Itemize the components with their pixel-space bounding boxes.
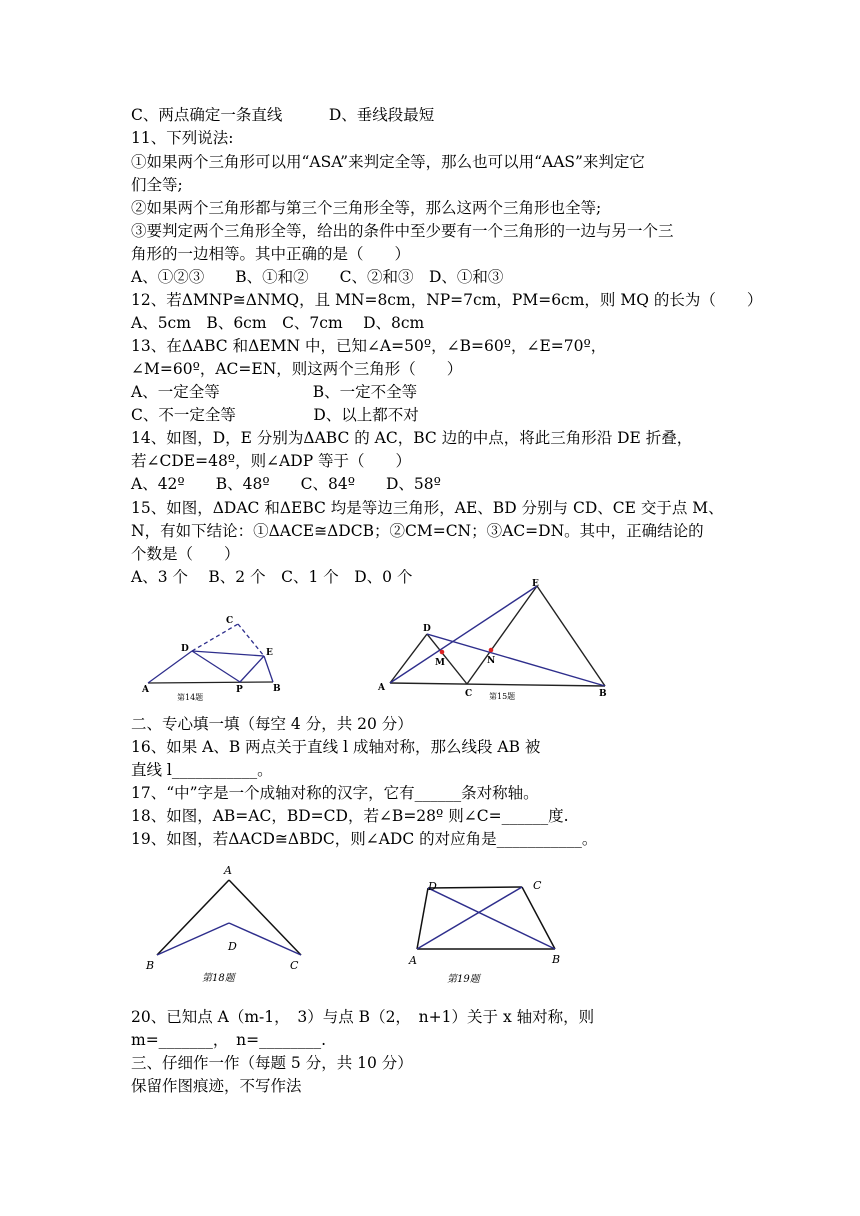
fig15-label-a: A (378, 683, 385, 693)
fig14-side-eb (264, 656, 273, 682)
fig14-label-d: D (181, 644, 189, 654)
fig18-label-b: B (146, 959, 155, 972)
q13-stem-cont: ∠M=60º，AC=EN，则这两个三角形（ ） (131, 360, 463, 378)
q11-statement-1: ①如果两个三角形可以用“ASA”来判定全等，那么也可以用“AAS”来判定它 (131, 153, 645, 171)
fig14-label-p: P (236, 685, 243, 695)
q11-statement-1-cont: 们全等; (131, 176, 183, 194)
fig15-side-dc (427, 634, 467, 684)
q20-stem-cont: m=_______， n=________. (131, 1031, 327, 1049)
fig14-label-c: C (226, 616, 234, 626)
figure-14-diagram (140, 610, 290, 705)
q11-stem: 11、下列说法: (131, 129, 234, 147)
fig18-label-d: D (228, 940, 237, 953)
section-3-heading: 三、仔细作一作（每题 5 分，共 10 分） (131, 1054, 413, 1072)
fig18-side-ab (157, 880, 229, 955)
fig15-label-b: B (599, 689, 607, 699)
q18-stem: 18、如图，AB=AC，BD=CD，若∠B=28º 则∠C=______度. (131, 807, 569, 825)
fig15-label-n: N (487, 656, 496, 666)
q12-stem: 12、若ΔMNP≅ΔNMQ，且 MN=8cm，NP=7cm，PM=6cm，则 MQ 的长为（ ） (131, 291, 763, 309)
fig15-base-ab (390, 683, 605, 686)
q16-stem-cont: 直线 l___________。 (131, 761, 273, 779)
q11-options: A、①②③ B、①和② C、②和③ D、①和③ (131, 268, 504, 286)
figure-18 (140, 860, 315, 985)
q20-stem: 20、已知点 A（m-1， 3）与点 B（2， n+1）关于 x 轴对称，则 (131, 1008, 595, 1026)
fig14-label-b: B (273, 684, 281, 694)
fig19-diagonal-db (428, 888, 555, 949)
fig19-caption: 第19题 (447, 974, 480, 985)
fig18-side-ac (229, 880, 301, 955)
fig15-segment-db (427, 634, 605, 686)
q14-stem-cont: 若∠CDE=48º，则∠ADP 等于（ ） (131, 452, 412, 470)
fig14-dashed-dc (192, 624, 238, 651)
q12-options: A、5cm B、6cm C、7cm D、8cm (131, 314, 425, 332)
fig15-side-ad (390, 634, 427, 683)
q13-stem: 13、在ΔABC 和ΔEMN 中，已知∠A=50º，∠B=60º，∠E=70º， (131, 337, 607, 355)
fig14-segment-dp (192, 651, 240, 682)
fig14-segment-pe (240, 656, 264, 682)
fig15-point-n (489, 648, 494, 653)
fig15-label-d: D (423, 624, 431, 634)
figure-18-diagram (140, 860, 315, 985)
figure-15 (372, 578, 622, 703)
fig15-label-c: C (465, 689, 473, 699)
fig19-label-c: C (533, 879, 542, 892)
fig15-label-m: M (435, 658, 445, 668)
q15-stem-cont2: 个数是（ ） (131, 545, 240, 563)
fig15-side-ce (467, 586, 537, 684)
fig19-diagonal-ac (417, 887, 522, 949)
fig18-label-c: C (290, 959, 299, 972)
q14-options: A、42º B、48º C、84º D、58º (131, 475, 441, 493)
fig14-side-ad (148, 651, 192, 683)
q16-stem: 16、如果 A、B 两点关于直线 l 成轴对称，那么线段 AB 被 (131, 738, 541, 756)
fig15-segment-ae (390, 586, 537, 683)
fig18-segment-bd (157, 923, 229, 955)
fig15-caption: 第15题 (489, 692, 516, 701)
figure-19-diagram (400, 872, 575, 987)
q14-stem: 14、如图，D，E 分别为ΔABC 的 AC，BC 边的中点，将此三角形沿 DE 折叠， (131, 429, 693, 447)
section-3-instruction: 保留作图痕迹，不写作法 (131, 1077, 302, 1095)
fig14-fold-de (192, 651, 264, 656)
q17-stem: 17、“中”字是一个成轴对称的汉字，它有______条对称轴。 (131, 784, 539, 802)
fig19-side-cb (522, 887, 555, 949)
fig15-point-m (440, 650, 445, 655)
fig19-side-ad (417, 888, 428, 949)
fig19-label-b: B (552, 953, 561, 966)
fig15-side-eb (537, 586, 605, 686)
fig14-label-e: E (266, 648, 273, 658)
q11-statement-3: ③要判定两个三角形全等，给出的条件中至少要有一个三角形的一边与另一个三 (131, 222, 674, 240)
q15-stem: 15、如图，ΔDAC 和ΔEBC 均是等边三角形，AE、BD 分别与 CD、CE 交于点 M、 (131, 499, 724, 517)
fig14-caption: 第14题 (177, 693, 204, 702)
fig18-segment-dc (229, 923, 301, 955)
section-2-heading: 二、专心填一填（每空 4 分，共 20 分） (131, 715, 413, 733)
q10-options-cd: C、两点确定一条直线 D、垂线段最短 (131, 106, 435, 124)
q15-options: A、3 个 B、2 个 C、1 个 D、0 个 (131, 568, 413, 586)
q11-statement-3-cont: 角形的一边相等。其中正确的是（ ） (131, 245, 411, 263)
q11-statement-2: ②如果两个三角形都与第三个三角形全等，那么这两个三角形也全等; (131, 199, 602, 217)
figure-14 (140, 610, 290, 705)
fig18-caption: 第18题 (202, 973, 235, 984)
q15-stem-cont: N，有如下结论：①ΔACE≅ΔDCB；②CM=CN；③AC=DN。其中，正确结论的 (131, 522, 704, 540)
fig19-side-dc (428, 887, 522, 888)
fig14-side-ab (148, 682, 273, 683)
q13-options-ab: A、一定全等 B、一定不全等 (131, 383, 418, 401)
q13-options-cd: C、不一定全等 D、以上都不对 (131, 406, 419, 424)
fig15-label-e: E (532, 579, 539, 589)
fig18-label-a: A (224, 864, 232, 877)
fig19-label-a: A (409, 954, 417, 967)
fig14-label-a: A (142, 685, 149, 695)
fig19-label-d: D (428, 880, 437, 893)
figure-15-diagram (372, 578, 622, 703)
fig14-dashed-ce (238, 624, 264, 656)
q19-stem: 19、如图，若ΔACD≅ΔBDC，则∠ADC 的对应角是___________。 (131, 830, 598, 848)
figure-19 (400, 872, 575, 987)
